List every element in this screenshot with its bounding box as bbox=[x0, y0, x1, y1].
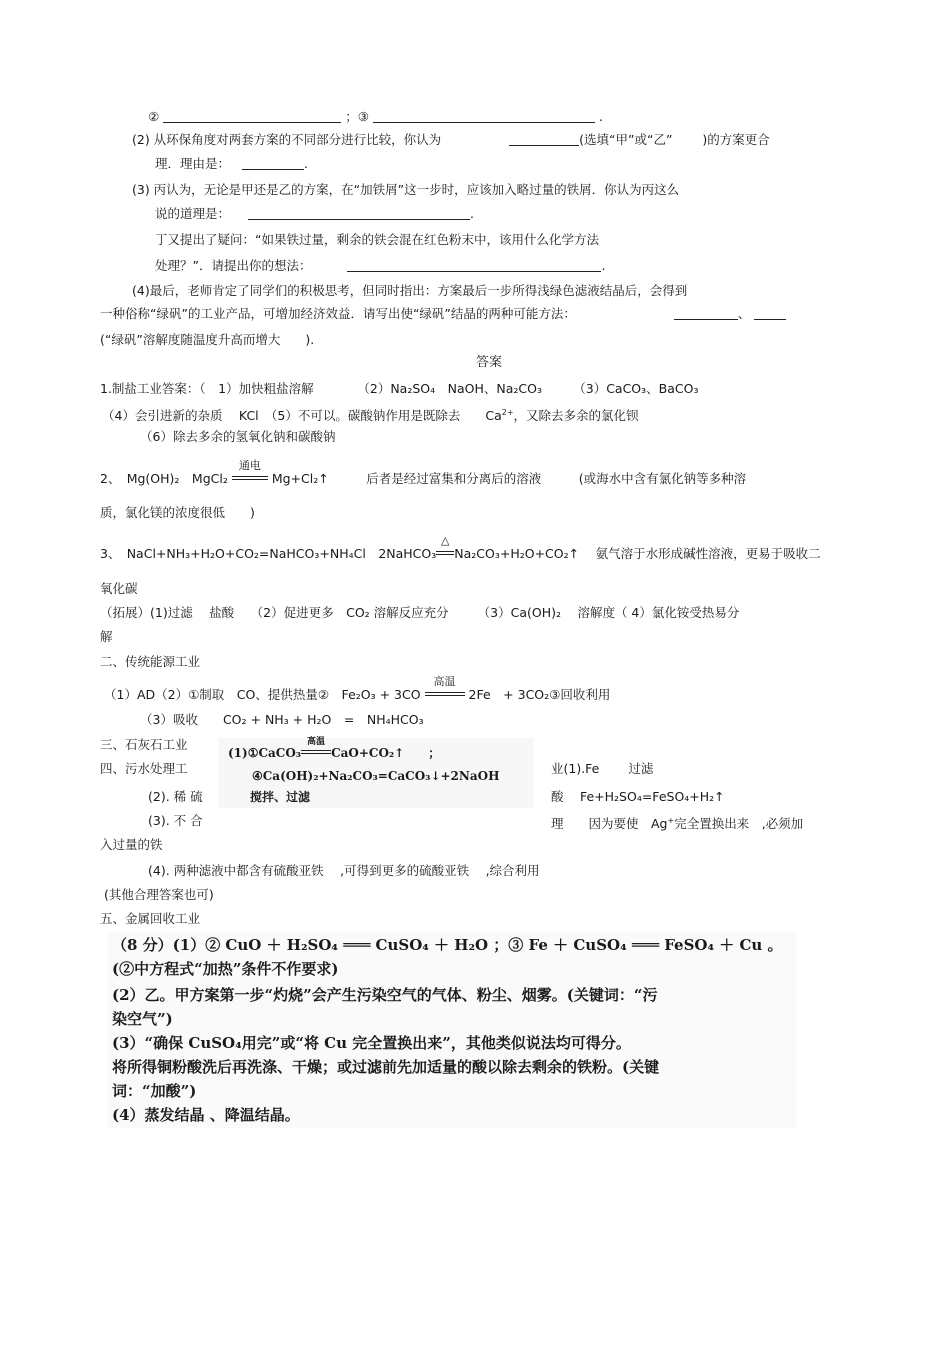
heat-arrow: △ bbox=[436, 545, 454, 563]
answer-blank[interactable] bbox=[163, 110, 341, 123]
metal-answer-line-4: 染空气”) bbox=[112, 1010, 173, 1028]
section-4-line-5: (4). 两种滤液中都含有硫酸亚铁 ,可得到更多的硫酸亚铁 ,综合利用 bbox=[148, 863, 540, 878]
section-2-line-1: （1）AD（2）①制取 CO、提供热量② Fe₂O₃ + 3CO 高温 2Fe + 3CO₂③回收利用 bbox=[104, 675, 611, 702]
section-4-line-3b: 理 因为要使 Ag+完全置换出来 ,必须加 bbox=[551, 816, 804, 831]
answer-2-line-2: 质，氯化镁的浓度很低 ) bbox=[100, 505, 255, 520]
q-line-7: 处理？”．请提出你的想法： . bbox=[155, 258, 606, 273]
metal-answer-line-8: (4）蒸发结晶 、降温结晶。 bbox=[112, 1106, 300, 1124]
section-2-title: 二、传统能源工业 bbox=[100, 654, 201, 669]
answer-blank[interactable] bbox=[754, 307, 786, 320]
section-4-line-2a: (2). 稀 硫 bbox=[148, 789, 203, 804]
section-3-title: 三、石灰石工业 bbox=[100, 737, 188, 752]
q-line-3: 理．理由是： . bbox=[155, 156, 308, 171]
metal-answer-line-3: (2）乙。甲方案第一步“灼烧”会产生污染空气的气体、粉尘、烟雾。(关键词：“污 bbox=[112, 986, 658, 1004]
high-temp-arrow: 高温 bbox=[301, 744, 331, 762]
answer-blank[interactable] bbox=[242, 157, 304, 170]
lime-equation-2: ④Ca(OH)₂+Na₂CO₃=CaCO₃↓+2NaOH bbox=[252, 769, 500, 783]
q-line-4: (3) 丙认为，无论是甲还是乙的方案，在“加铁屑”这一步时，应该加入略过量的铁屑．你认为丙这么 bbox=[132, 182, 680, 197]
answer-blank[interactable] bbox=[674, 307, 738, 320]
section-4-title: 四、污水处理工 bbox=[100, 761, 188, 776]
lime-equation-3: 搅拌、过滤 bbox=[250, 790, 311, 804]
section-4-line-6: (其他合理答案也可) bbox=[104, 887, 214, 902]
metal-answer-line-2: (②中方程式“加热”条件不作要求) bbox=[112, 960, 339, 978]
electrolysis-arrow: 通电 bbox=[232, 470, 268, 488]
q-line-9: 一种俗称“绿矾”的工业产品，可增加经济效益．请写出使“绿矾”结晶的两种可能方法： 、 bbox=[100, 305, 786, 323]
section-4-line-4: 入过量的铁 bbox=[100, 837, 163, 852]
answer-blank[interactable] bbox=[347, 259, 601, 272]
answer-1-line-3: （6）除去多余的氢氧化钠和碳酸钠 bbox=[140, 429, 336, 444]
answer-1-line-1: 1.制盐工业答案：（ 1）加快粗盐溶解 （2）Na₂SO₄ NaOH、Na₂CO₃ （3）CaCO₃、BaCO₃ bbox=[100, 381, 699, 396]
answer-3-line-4: 解 bbox=[100, 629, 113, 644]
answer-2-line-1: 2、 Mg(OH)₂ MgCl₂ 通电 Mg+Cl₂↑ 后者是经过富集和分离后的溶液 (或海水中含有氯化钠等多种溶 bbox=[100, 459, 747, 486]
answer-3-line-2: 氧化碳 bbox=[100, 581, 138, 596]
q-line-10: (“绿矾”溶解度随温度升高而增大 ). bbox=[100, 332, 315, 347]
section-2-line-2: （3）吸收 CO₂ + NH₃ + H₂O = NH₄HCO₃ bbox=[140, 712, 424, 727]
q-line-1: ② ；③ . bbox=[148, 109, 603, 124]
answer-1-line-2: （4）会引进新的杂质 KCl （5）不可以。碳酸钠作用是既除去 $Ca^{2+}$，又除去多余的氯化钡 bbox=[102, 408, 639, 423]
section-4-line-3a: (3). 不 合 bbox=[148, 813, 203, 828]
q-line-2: (2) 从环保角度对两套方案的不同部分进行比较，你认为 (选填“甲”或“乙” )的方案更合 bbox=[132, 132, 770, 147]
answer-3-line-3: （拓展）(1)过滤 盐酸 （2）促进更多 CO₂ 溶解反应充分 （3）Ca(OH)₂ 溶解度（ 4）氯化铵受热易分 bbox=[100, 605, 740, 620]
metal-answer-line-7: 词：“加酸”) bbox=[112, 1082, 197, 1100]
q-line-5: 说的道理是： . bbox=[155, 206, 474, 221]
section-4-right-1: 业(1).Fe 过滤 bbox=[551, 761, 654, 776]
lime-equation-image bbox=[218, 738, 534, 808]
metal-answer-line-1: （8 分）(1）② CuO ＋ H₂SO₄ ═══ CuSO₄ ＋ H₂O ；③ Fe ＋ CuSO₄ ═══ FeSO₄ ＋ Cu 。 bbox=[112, 936, 783, 954]
answer-blank[interactable] bbox=[373, 110, 595, 123]
answer-3-line-1: 3、 NaCl+NH₃+H₂O+CO₂=NaHCO₃+NH₄Cl 2NaHCO₃ △ Na₂CO₃+H₂O+CO₂↑ 氨气溶于水形成碱性溶液，更易于吸收二 bbox=[100, 534, 821, 561]
answer-title: 答案 bbox=[476, 355, 503, 370]
section-5-title: 五、金属回收工业 bbox=[100, 911, 201, 926]
q-line-8: (4)最后，老师肯定了同学们的积极思考，但同时指出：方案最后一步所得浅绿色滤液结晶后，会得到 bbox=[132, 283, 688, 298]
metal-answer-line-5: (3）“确保 CuSO₄用完”或“将 Cu 完全置换出来”，其他类似说法均可得分。 bbox=[112, 1034, 631, 1052]
q-line-6: 丁又提出了疑问：“如果铁过量，剩余的铁会混在红色粉末中，该用什么化学方法 bbox=[155, 232, 599, 247]
section-4-line-2b: 酸 Fe+H₂SO₄=FeSO₄+H₂↑ bbox=[551, 789, 725, 804]
metal-answer-line-6: 将所得铜粉酸洗后再洗涤、干燥；或过滤前先加适量的酸以除去剩余的铁粉。(关键 bbox=[112, 1058, 660, 1076]
lime-equation-1: (1)①CaCO₃ 高温 CaO+CO₂↑ ； bbox=[228, 737, 441, 760]
answer-blank[interactable] bbox=[509, 133, 579, 146]
high-temp-arrow: 高温 bbox=[425, 686, 465, 704]
metal-recovery-answer-image bbox=[108, 932, 796, 1128]
answer-blank[interactable] bbox=[248, 207, 470, 220]
